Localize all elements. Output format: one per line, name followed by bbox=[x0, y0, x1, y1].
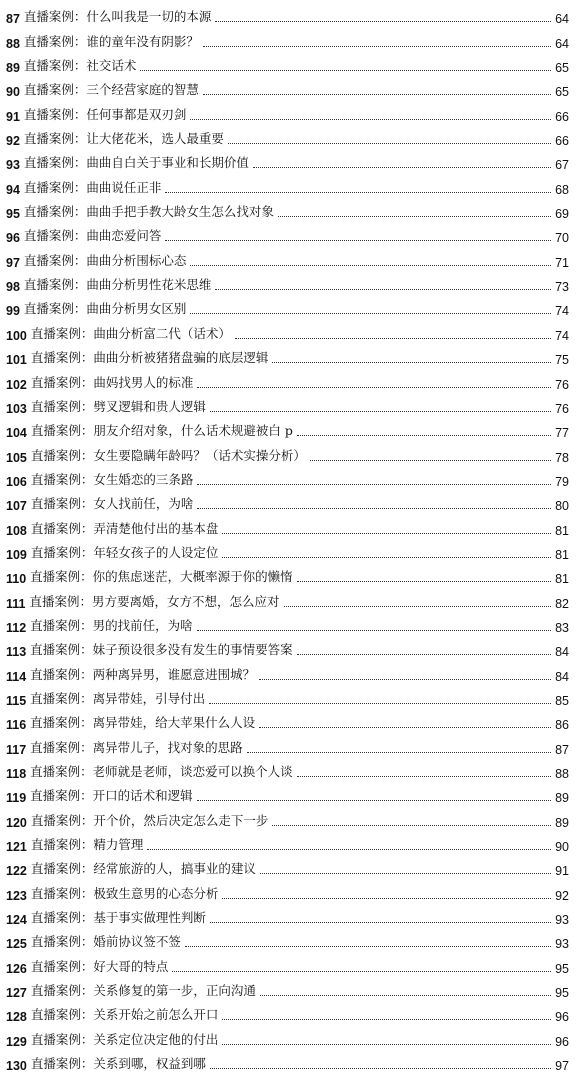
toc-entry-page-number: 64 bbox=[555, 36, 569, 51]
toc-entry-number: 111 bbox=[6, 596, 26, 611]
toc-entry-title: 直播案例：男方要离婚，女方不想，怎么应对 bbox=[29, 593, 280, 609]
toc-entry-title: 直播案例：曲妈找男人的标准 bbox=[30, 374, 194, 390]
toc-entry-title: 直播案例：关系到哪，权益到哪 bbox=[30, 1056, 206, 1072]
toc-entry-page-number: 66 bbox=[555, 134, 569, 149]
toc-entry-number: 115 bbox=[6, 693, 27, 708]
toc-entry-page-number: 95 bbox=[555, 986, 569, 1001]
toc-entry-page-number: 87 bbox=[555, 742, 569, 757]
toc-entry[interactable] bbox=[0, 513, 580, 537]
toc-entry[interactable] bbox=[0, 586, 580, 610]
toc-entry[interactable] bbox=[0, 392, 580, 416]
toc-entry[interactable] bbox=[0, 635, 580, 659]
toc-entry-title: 直播案例：劈叉逻辑和贵人逻辑 bbox=[30, 398, 206, 414]
toc-entry-number: 123 bbox=[6, 888, 27, 903]
toc-entry-number: 103 bbox=[6, 401, 27, 416]
toc-entry[interactable] bbox=[0, 294, 580, 318]
toc-entry[interactable] bbox=[0, 732, 580, 756]
toc-entry-number: 128 bbox=[6, 1010, 27, 1025]
toc-entry-title: 直播案例：妹子预设很多没有发生的事情要答案 bbox=[30, 642, 293, 658]
toc-dot-leader bbox=[197, 484, 551, 485]
toc-entry-title: 直播案例：女人找前任，为啥 bbox=[30, 496, 194, 512]
toc-dot-leader bbox=[297, 776, 551, 777]
toc-entry[interactable] bbox=[0, 781, 580, 805]
toc-entry-title: 直播案例：曲曲分析男女区别 bbox=[23, 301, 187, 317]
table-of-contents bbox=[0, 2, 580, 1073]
toc-entry-title: 直播案例：男的找前任，为啥 bbox=[30, 617, 193, 633]
toc-entry-title: 直播案例：曲曲手把手教大龄女生怎么找对象 bbox=[23, 204, 274, 220]
toc-entry-title: 直播案例：开口的话术和逻辑 bbox=[30, 788, 193, 804]
toc-entry-number: 98 bbox=[6, 280, 20, 295]
toc-entry[interactable] bbox=[0, 197, 580, 221]
toc-entry[interactable] bbox=[0, 489, 580, 513]
toc-entry-page-number: 68 bbox=[555, 182, 569, 197]
toc-entry-number: 105 bbox=[6, 450, 27, 465]
toc-dot-leader bbox=[278, 216, 551, 217]
toc-dot-leader bbox=[210, 411, 551, 412]
toc-dot-leader bbox=[209, 703, 551, 704]
toc-entry-title: 直播案例：离异带娃，引导付出 bbox=[30, 690, 206, 706]
toc-entry-page-number: 76 bbox=[555, 401, 569, 416]
toc-entry[interactable] bbox=[0, 611, 580, 635]
toc-entry-title: 直播案例：精力管理 bbox=[30, 837, 144, 853]
toc-dot-leader bbox=[190, 265, 551, 266]
toc-entry-title: 直播案例：女生婚恋的三条路 bbox=[30, 471, 194, 487]
toc-dot-leader bbox=[203, 94, 551, 95]
toc-entry-title: 直播案例：女生要隐瞒年龄吗？（话术实操分析） bbox=[30, 447, 306, 463]
toc-entry-title: 直播案例：曲曲自白关于事业和长期价值 bbox=[23, 155, 249, 171]
toc-entry-number: 121 bbox=[6, 840, 27, 855]
toc-entry-page-number: 79 bbox=[555, 474, 569, 489]
toc-entry[interactable] bbox=[0, 805, 580, 829]
toc-entry-number: 87 bbox=[6, 12, 20, 27]
toc-entry[interactable] bbox=[0, 2, 580, 26]
toc-entry[interactable] bbox=[0, 684, 580, 708]
toc-entry-number: 93 bbox=[6, 158, 20, 173]
toc-entry-title: 直播案例：开个价，然后决定怎么走下一步 bbox=[30, 812, 269, 828]
toc-entry-number: 110 bbox=[6, 572, 27, 587]
toc-entry-number: 89 bbox=[6, 61, 20, 76]
toc-entry-page-number: 84 bbox=[555, 669, 569, 684]
toc-entry-page-number: 95 bbox=[555, 961, 569, 976]
toc-entry-page-number: 73 bbox=[555, 280, 569, 295]
toc-dot-leader bbox=[284, 606, 552, 607]
toc-entry[interactable] bbox=[0, 148, 580, 172]
toc-dot-leader bbox=[215, 21, 551, 22]
toc-dot-leader bbox=[297, 435, 551, 436]
toc-entry-page-number: 82 bbox=[555, 596, 569, 611]
toc-entry-page-number: 93 bbox=[555, 913, 569, 928]
toc-dot-leader bbox=[190, 119, 551, 120]
toc-entry-number: 130 bbox=[6, 1059, 27, 1073]
toc-entry-number: 97 bbox=[6, 255, 20, 270]
toc-entry-title: 直播案例：两种离异男，谁愿意进围城？ bbox=[30, 666, 256, 682]
toc-entry-page-number: 77 bbox=[555, 426, 569, 441]
toc-dot-leader bbox=[197, 508, 551, 509]
toc-entry-number: 129 bbox=[6, 1034, 27, 1049]
toc-entry[interactable] bbox=[0, 367, 580, 391]
toc-dot-leader bbox=[197, 800, 551, 801]
toc-entry[interactable] bbox=[0, 903, 580, 927]
toc-entry-title: 直播案例：谁的童年没有阴影？ bbox=[23, 33, 199, 49]
toc-entry-page-number: 83 bbox=[555, 620, 569, 635]
toc-dot-leader bbox=[203, 46, 551, 47]
toc-entry[interactable] bbox=[0, 1000, 580, 1024]
toc-entry[interactable] bbox=[0, 99, 580, 123]
toc-entry-title: 直播案例：离异带儿子，找对象的思路 bbox=[30, 739, 243, 755]
toc-entry-page-number: 74 bbox=[555, 328, 569, 343]
toc-entry-page-number: 64 bbox=[555, 12, 569, 27]
toc-entry[interactable] bbox=[0, 440, 580, 464]
toc-dot-leader bbox=[253, 167, 551, 168]
toc-entry-number: 95 bbox=[6, 207, 20, 222]
toc-entry-title: 直播案例：曲曲说任正非 bbox=[23, 179, 162, 195]
toc-entry[interactable] bbox=[0, 1024, 580, 1048]
toc-dot-leader bbox=[197, 387, 551, 388]
toc-entry-number: 118 bbox=[6, 767, 27, 781]
toc-dot-leader bbox=[222, 1019, 551, 1020]
toc-entry-number: 88 bbox=[6, 36, 20, 51]
toc-dot-leader bbox=[297, 581, 551, 582]
toc-entry[interactable] bbox=[0, 659, 580, 683]
toc-entry-page-number: 67 bbox=[555, 158, 569, 173]
toc-dot-leader bbox=[247, 752, 551, 753]
toc-entry-page-number: 97 bbox=[555, 1059, 569, 1073]
toc-entry[interactable] bbox=[0, 951, 580, 975]
toc-entry-page-number: 78 bbox=[555, 450, 569, 465]
toc-dot-leader bbox=[215, 289, 551, 290]
toc-entry-page-number: 84 bbox=[555, 645, 569, 660]
toc-entry-page-number: 85 bbox=[555, 693, 569, 708]
toc-entry-title: 直播案例：关系定位决定他的付出 bbox=[30, 1031, 219, 1047]
toc-dot-leader bbox=[272, 825, 551, 826]
toc-dot-leader bbox=[165, 192, 551, 193]
toc-entry-number: 119 bbox=[6, 791, 27, 806]
toc-entry-number: 122 bbox=[6, 864, 27, 879]
toc-entry[interactable] bbox=[0, 124, 580, 148]
toc-entry-page-number: 91 bbox=[555, 864, 569, 879]
toc-entry[interactable] bbox=[0, 245, 580, 269]
toc-entry-number: 112 bbox=[6, 620, 27, 635]
toc-entry-title: 直播案例：离异带娃，给大苹果什么人设 bbox=[30, 715, 256, 731]
toc-entry-title: 直播案例：任何事都是双刃剑 bbox=[23, 106, 187, 122]
toc-entry[interactable] bbox=[0, 757, 580, 781]
toc-entry-title: 直播案例：什么叫我是一切的本源 bbox=[23, 9, 212, 25]
toc-entry-title: 直播案例：社交话术 bbox=[23, 58, 137, 74]
toc-entry-title: 直播案例：曲曲恋爱问答 bbox=[23, 228, 162, 244]
toc-entry-page-number: 86 bbox=[555, 718, 569, 733]
toc-entry-number: 116 bbox=[6, 718, 27, 733]
toc-dot-leader bbox=[297, 654, 551, 655]
toc-entry-number: 99 bbox=[6, 304, 20, 319]
toc-entry-title: 直播案例：朋友介绍对象，什么话术规避被白 p bbox=[30, 423, 293, 439]
toc-entry[interactable] bbox=[0, 51, 580, 75]
toc-entry-page-number: 65 bbox=[555, 85, 569, 100]
toc-entry-page-number: 74 bbox=[555, 304, 569, 319]
toc-dot-leader bbox=[310, 460, 551, 461]
toc-entry-number: 113 bbox=[6, 645, 27, 660]
toc-entry-number: 108 bbox=[6, 523, 27, 538]
toc-entry-title: 直播案例：经常旅游的人，搞事业的建议 bbox=[30, 861, 256, 877]
toc-entry-page-number: 66 bbox=[555, 109, 569, 124]
toc-entry[interactable] bbox=[0, 708, 580, 732]
toc-entry-title: 直播案例：曲曲分析富二代（话术） bbox=[30, 325, 231, 341]
toc-entry-title: 直播案例：曲曲分析男性花米思维 bbox=[23, 277, 212, 293]
toc-entry[interactable] bbox=[0, 221, 580, 245]
toc-entry-page-number: 70 bbox=[555, 231, 569, 246]
toc-entry-number: 124 bbox=[6, 913, 27, 928]
toc-dot-leader bbox=[272, 362, 551, 363]
toc-entry-page-number: 65 bbox=[555, 61, 569, 76]
toc-entry[interactable] bbox=[0, 976, 580, 1000]
toc-entry-number: 101 bbox=[6, 353, 27, 368]
toc-dot-leader bbox=[259, 679, 551, 680]
toc-dot-leader bbox=[222, 557, 551, 558]
toc-entry-number: 107 bbox=[6, 499, 27, 514]
toc-dot-leader bbox=[172, 971, 551, 972]
toc-entry-title: 直播案例：好大哥的特点 bbox=[30, 958, 169, 974]
toc-entry[interactable] bbox=[0, 416, 580, 440]
toc-entry-title: 直播案例：让大佬花米，选人最重要 bbox=[23, 131, 224, 147]
toc-entry-title: 直播案例：关系开始之前怎么开口 bbox=[30, 1007, 219, 1023]
toc-entry-page-number: 90 bbox=[555, 840, 569, 855]
toc-entry-title: 直播案例：你的焦虑迷茫，大概率源于你的懒惰 bbox=[30, 569, 293, 585]
toc-entry-title: 直播案例：基于事实做理性判断 bbox=[30, 910, 206, 926]
toc-entry-number: 104 bbox=[6, 426, 27, 441]
toc-dot-leader bbox=[260, 873, 551, 874]
toc-entry-title: 直播案例：婚前协议签不签 bbox=[30, 934, 181, 950]
toc-dot-leader bbox=[260, 995, 551, 996]
toc-entry[interactable] bbox=[0, 270, 580, 294]
toc-entry[interactable] bbox=[0, 562, 580, 586]
toc-entry-page-number: 93 bbox=[555, 937, 569, 952]
toc-entry-title: 直播案例：曲曲分析被猪猪盘骗的底层逻辑 bbox=[30, 350, 269, 366]
toc-entry-number: 127 bbox=[6, 986, 27, 1001]
toc-entry-number: 102 bbox=[6, 377, 27, 392]
toc-dot-leader bbox=[210, 1068, 551, 1069]
toc-dot-leader bbox=[197, 630, 551, 631]
toc-entry-title: 直播案例：三个经营家庭的智慧 bbox=[23, 82, 199, 98]
toc-entry-page-number: 96 bbox=[555, 1010, 569, 1025]
toc-entry-number: 94 bbox=[6, 182, 20, 197]
toc-entry-page-number: 81 bbox=[555, 523, 569, 538]
toc-entry[interactable] bbox=[0, 172, 580, 196]
toc-dot-leader bbox=[235, 338, 551, 339]
toc-entry[interactable] bbox=[0, 878, 580, 902]
toc-entry-number: 126 bbox=[6, 961, 27, 976]
toc-entry-number: 92 bbox=[6, 134, 20, 149]
toc-entry[interactable] bbox=[0, 75, 580, 99]
toc-entry[interactable] bbox=[0, 830, 580, 854]
toc-dot-leader bbox=[147, 849, 551, 850]
toc-entry-number: 100 bbox=[6, 328, 27, 343]
toc-entry[interactable] bbox=[0, 854, 580, 878]
toc-entry-page-number: 71 bbox=[555, 255, 569, 270]
toc-entry-page-number: 88 bbox=[555, 767, 569, 781]
toc-entry-number: 114 bbox=[6, 669, 27, 684]
toc-entry-number: 117 bbox=[6, 742, 27, 757]
toc-dot-leader bbox=[222, 533, 551, 534]
toc-entry-number: 120 bbox=[6, 815, 27, 830]
toc-dot-leader bbox=[140, 70, 551, 71]
toc-entry[interactable] bbox=[0, 1049, 580, 1073]
toc-entry[interactable] bbox=[0, 26, 580, 50]
toc-entry-title: 直播案例：老师就是老师，谈恋爱可以换个人谈 bbox=[30, 764, 293, 779]
toc-dot-leader bbox=[165, 240, 551, 241]
toc-entry[interactable] bbox=[0, 343, 580, 367]
toc-entry-page-number: 75 bbox=[555, 353, 569, 368]
toc-entry-page-number: 81 bbox=[555, 572, 569, 587]
toc-dot-leader bbox=[190, 313, 551, 314]
toc-entry-page-number: 69 bbox=[555, 207, 569, 222]
toc-entry-number: 125 bbox=[6, 937, 27, 952]
toc-entry-title: 直播案例：曲曲分析围标心态 bbox=[23, 252, 187, 268]
toc-dot-leader bbox=[222, 898, 551, 899]
toc-entry[interactable] bbox=[0, 538, 580, 562]
toc-entry-title: 直播案例：关系修复的第一步，正向沟通 bbox=[30, 983, 256, 999]
toc-entry-page-number: 89 bbox=[555, 791, 569, 806]
toc-entry-title: 直播案例：年轻女孩子的人设定位 bbox=[30, 544, 219, 560]
toc-entry-page-number: 96 bbox=[555, 1034, 569, 1049]
toc-entry-page-number: 89 bbox=[555, 815, 569, 830]
toc-entry-number: 96 bbox=[6, 231, 20, 246]
toc-entry-number: 106 bbox=[6, 474, 27, 489]
toc-entry[interactable] bbox=[0, 465, 580, 489]
toc-entry[interactable] bbox=[0, 318, 580, 342]
toc-entry-page-number: 81 bbox=[555, 547, 569, 562]
toc-entry-number: 90 bbox=[6, 85, 20, 100]
toc-dot-leader bbox=[259, 727, 551, 728]
toc-dot-leader bbox=[185, 946, 551, 947]
toc-entry-title: 直播案例：极致生意男的心态分析 bbox=[30, 885, 219, 901]
toc-dot-leader bbox=[228, 143, 551, 144]
toc-entry-number: 109 bbox=[6, 547, 27, 562]
toc-entry-page-number: 76 bbox=[555, 377, 569, 392]
toc-entry-number: 91 bbox=[6, 109, 20, 124]
toc-entry[interactable] bbox=[0, 927, 580, 951]
toc-entry-page-number: 80 bbox=[555, 499, 569, 514]
toc-entry-title: 直播案例：弄清楚他付出的基本盘 bbox=[30, 520, 219, 536]
toc-dot-leader bbox=[222, 1044, 551, 1045]
toc-entry-page-number: 92 bbox=[555, 888, 569, 903]
